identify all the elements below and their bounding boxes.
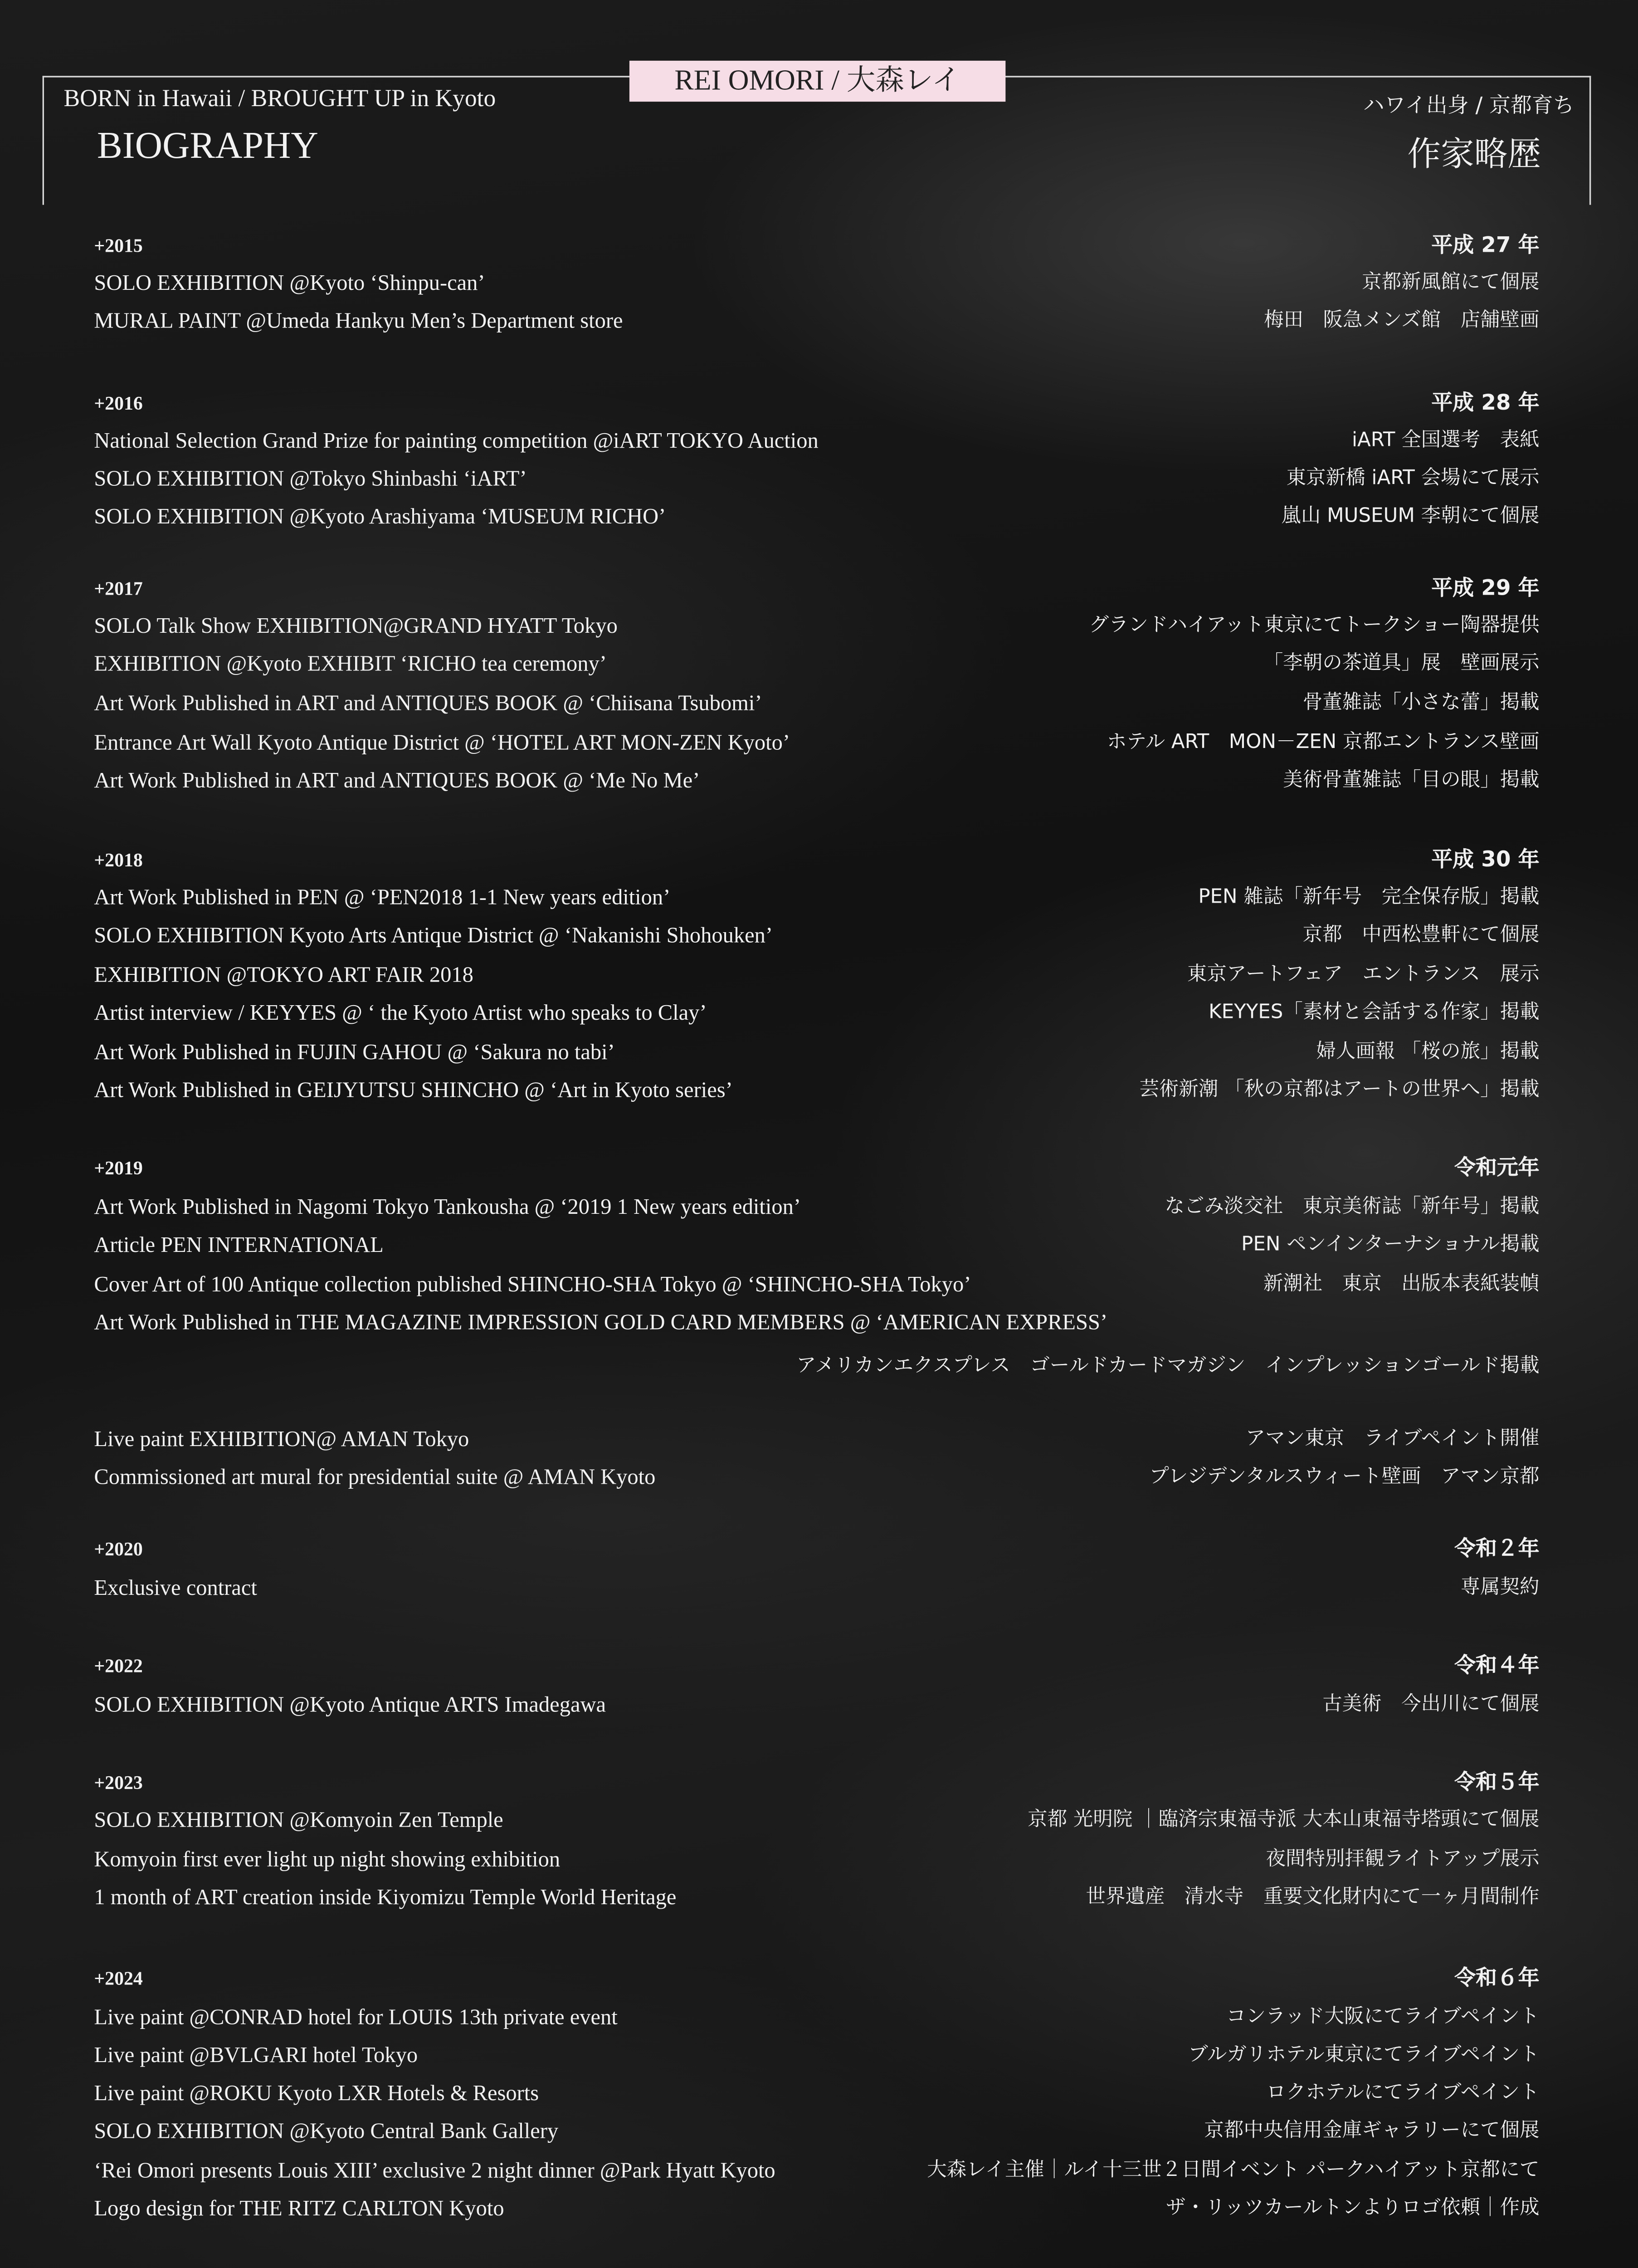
entry-japanese: なごみ淡交社 東京美術誌「新年号」掲載 bbox=[1165, 1196, 1540, 1219]
entry-english: SOLO EXHIBITION @Kyoto Arashiyama ‘MUSEUM RICHO’ bbox=[94, 505, 666, 530]
amex-entry-japanese: アメリカンエクスプレス ゴールドカードマガジン インプレッションゴールド掲載 bbox=[796, 1355, 1540, 1378]
entry-japanese: 京都 中西松豊軒にて個展 bbox=[1302, 924, 1540, 947]
entry-english: Article PEN INTERNATIONAL bbox=[94, 1233, 384, 1258]
era-year-label: 平成 30 年 bbox=[1431, 848, 1540, 873]
entry-english: Live paint @BVLGARI hotel Tokyo bbox=[94, 2043, 418, 2068]
origin-english: BORN in Hawaii / BROUGHT UP in Kyoto bbox=[63, 86, 496, 112]
entry-english: Art Work Published in PEN @ ‘PEN2018 1-1 New years edition’ bbox=[94, 886, 671, 911]
entry-japanese: 夜間特別拝観ライトアップ展示 bbox=[1266, 1848, 1540, 1871]
entry-english: Komyoin first ever light up night showing exhibition bbox=[94, 1848, 561, 1872]
year-heading-2020 bbox=[94, 1534, 1539, 1564]
entry-japanese: 嵐山 MUSEUM 李朝にて個展 bbox=[1281, 505, 1540, 528]
entry-english: SOLO EXHIBITION @Kyoto Antique ARTS Imadegawa bbox=[94, 1693, 606, 1718]
bio-entry bbox=[94, 2041, 1539, 2071]
entry-english: SOLO EXHIBITION @Komyoin Zen Temple bbox=[94, 1809, 503, 1833]
year-heading-2024 bbox=[94, 1964, 1539, 1994]
entry-english: Art Work Published in THE MAGAZINE IMPRESSION GOLD CARD MEMBERS @ ‘AMERICAN EXPRESS’ bbox=[94, 1311, 1108, 1335]
bio-entry bbox=[94, 2117, 1539, 2147]
era-year-label: 令和６年 bbox=[1454, 1966, 1540, 1991]
entry-japanese: PEN 雑誌「新年号 完全保存版」掲載 bbox=[1198, 886, 1540, 909]
year-label: +2018 bbox=[94, 850, 143, 871]
entry-japanese: 大森レイ主催｜ルイ十三世２日間イベント パークハイアット京都にて bbox=[927, 2159, 1540, 2182]
year-heading-2018 bbox=[94, 845, 1539, 875]
bio-entry bbox=[94, 921, 1539, 952]
bio-entry bbox=[94, 1806, 1539, 1836]
bio-entry bbox=[94, 464, 1539, 495]
entry-japanese: コンラッド大阪にてライブペイント bbox=[1226, 2006, 1540, 2029]
artist-name-badge: REI OMORI / 大森レイ bbox=[629, 61, 1005, 102]
entry-english: EXHIBITION @TOKYO ART FAIR 2018 bbox=[94, 963, 473, 988]
year-heading-2016 bbox=[94, 388, 1539, 419]
entry-english: Art Work Published in FUJIN GAHOU @ ‘Sakura no tabi’ bbox=[94, 1041, 615, 1066]
era-year-label: 平成 29 年 bbox=[1431, 577, 1540, 601]
entry-english: SOLO EXHIBITION @Kyoto ‘Shinpu-can’ bbox=[94, 271, 485, 296]
era-year-label: 平成 27 年 bbox=[1431, 234, 1540, 258]
entry-english: Entrance Art Wall Kyoto Antique District @ ‘HOTEL ART MON-ZEN Kyoto’ bbox=[94, 731, 790, 756]
bio-entry bbox=[94, 2079, 1539, 2109]
bio-entry bbox=[94, 1308, 1539, 1339]
entry-english: Commissioned art mural for presidential suite @ AMAN Kyoto bbox=[94, 1466, 656, 1490]
bio-entry bbox=[94, 2003, 1539, 2033]
entry-english: SOLO Talk Show EXHIBITION@GRAND HYATT Tokyo bbox=[94, 614, 618, 639]
origin-japanese: ハワイ出身 / 京都育ち bbox=[1363, 94, 1575, 118]
bio-entry bbox=[94, 650, 1539, 680]
entry-japanese: 美術骨董雑誌「目の眼」掲載 bbox=[1283, 769, 1540, 792]
bio-entry bbox=[94, 1076, 1539, 1106]
entry-english: Art Work Published in GEIJYUTSU SHINCHO @ ‘Art in Kyoto series’ bbox=[94, 1079, 733, 1103]
entry-english: Artist interview / KEYYES @ ‘ the Kyoto Artist who speaks to Clay’ bbox=[94, 1001, 707, 1026]
entry-japanese: 婦人画報 「桜の旅」掲載 bbox=[1316, 1041, 1540, 1064]
bio-entry bbox=[94, 1270, 1539, 1300]
entry-japanese: ザ・リッツカールトンよりロゴ依頼｜作成 bbox=[1166, 2197, 1540, 2220]
entry-japanese: ホテル ART MON－ZEN 京都エントランス壁画 bbox=[1107, 731, 1540, 754]
era-year-label: 令和４年 bbox=[1454, 1654, 1540, 1678]
entry-english: 1 month of ART creation inside Kiyomizu Temple World Heritage bbox=[94, 1886, 677, 1911]
entry-english: EXHIBITION @Kyoto EXHIBIT ‘RICHO tea ceremony’ bbox=[94, 652, 607, 677]
era-year-label: 平成 28 年 bbox=[1431, 391, 1540, 416]
entry-japanese: 京都 光明院 ｜臨済宗東福寺派 大本山東福寺塔頭にて個展 bbox=[1028, 1809, 1540, 1832]
entry-english: Art Work Published in Nagomi Tokyo Tankousha @ ‘2019 1 New years edition’ bbox=[94, 1196, 801, 1220]
era-year-label: 令和２年 bbox=[1454, 1537, 1540, 1562]
bio-entry bbox=[94, 961, 1539, 991]
bio-entry bbox=[94, 502, 1539, 533]
entry-japanese: 京都新風館にて個展 bbox=[1362, 271, 1540, 294]
entry-english: MURAL PAINT @Umeda Hankyu Men’s Department store bbox=[94, 309, 623, 334]
bio-entry bbox=[94, 1883, 1539, 1913]
entry-japanese: 梅田 阪急メンズ館 店舗壁画 bbox=[1264, 309, 1540, 332]
entry-english: Logo design for THE RITZ CARLTON Kyoto bbox=[94, 2197, 504, 2222]
entry-japanese: 世界遺産 清水寺 重要文化財内にて一ヶ月間制作 bbox=[1086, 1886, 1540, 1909]
entry-japanese: ブルガリホテル東京にてライブペイント bbox=[1188, 2043, 1540, 2067]
bio-entry bbox=[94, 998, 1539, 1029]
bio-entry bbox=[94, 1038, 1539, 1068]
bio-entry bbox=[94, 2156, 1539, 2187]
entry-english: Live paint @ROKU Kyoto LXR Hotels & Resorts bbox=[94, 2082, 539, 2107]
bio-entry bbox=[94, 728, 1539, 759]
entry-japanese: 京都中央信用金庫ギャラリーにて個展 bbox=[1204, 2120, 1540, 2143]
entry-japanese: 専属契約 bbox=[1460, 1576, 1540, 1599]
biography-title: BIOGRAPHY bbox=[97, 126, 318, 167]
bio-entry bbox=[94, 1463, 1539, 1493]
year-label: +2016 bbox=[94, 393, 143, 415]
entry-english: SOLO EXHIBITION Kyoto Arts Antique District @ ‘Nakanishi Shohouken’ bbox=[94, 924, 773, 948]
bio-entry bbox=[94, 307, 1539, 337]
bio-entry bbox=[94, 766, 1539, 797]
entry-english: SOLO EXHIBITION @Tokyo Shinbashi ‘iART’ bbox=[94, 467, 527, 492]
entry-english: SOLO EXHIBITION @Kyoto Central Bank Gallery bbox=[94, 2120, 559, 2144]
bio-entry bbox=[94, 1574, 1539, 1604]
era-year-label: 令和５年 bbox=[1454, 1770, 1540, 1795]
year-label: +2015 bbox=[94, 235, 143, 257]
entry-japanese: 新潮社 東京 出版本表紙装幀 bbox=[1263, 1273, 1540, 1296]
bio-entry bbox=[94, 1193, 1539, 1223]
bio-entry bbox=[94, 1231, 1539, 1261]
entry-english: National Selection Grand Prize for painting competition @iART TOKYO Auction bbox=[94, 429, 819, 454]
bio-entry bbox=[94, 2194, 1539, 2224]
year-label: +2020 bbox=[94, 1539, 143, 1560]
entry-japanese: ロクホテルにてライブペイント bbox=[1266, 2082, 1540, 2105]
entry-japanese: 「李朝の茶道具」展 壁画展示 bbox=[1263, 652, 1540, 675]
entry-japanese: 東京アートフェア エントランス 展示 bbox=[1187, 963, 1540, 987]
year-label: +2019 bbox=[94, 1158, 143, 1179]
year-heading-2023 bbox=[94, 1768, 1539, 1798]
entry-english: Art Work Published in ART and ANTIQUES BOOK @ ‘Chiisana Tsubomi’ bbox=[94, 692, 762, 716]
year-label: +2022 bbox=[94, 1655, 143, 1677]
entry-japanese: 東京新橋 iART 会場にて展示 bbox=[1286, 467, 1540, 490]
year-label: +2024 bbox=[94, 1968, 143, 1989]
entry-japanese: アマン東京 ライブペイント開催 bbox=[1245, 1427, 1540, 1451]
bio-entry bbox=[94, 269, 1539, 299]
entry-english: Exclusive contract bbox=[94, 1576, 257, 1601]
bio-entry bbox=[94, 1845, 1539, 1876]
bio-entry bbox=[94, 611, 1539, 642]
entry-japanese: KEYYES「素材と会話する作家」掲載 bbox=[1209, 1001, 1540, 1025]
year-label: +2017 bbox=[94, 578, 143, 600]
entry-english: Art Work Published in ART and ANTIQUES BOOK @ ‘Me No Me’ bbox=[94, 769, 700, 794]
entry-japanese: グランドハイアット東京にてトークショー陶器提供 bbox=[1089, 614, 1540, 637]
bio-entry bbox=[94, 689, 1539, 719]
era-year-label: 令和元年 bbox=[1454, 1156, 1540, 1181]
entry-japanese: 芸術新潮 「秋の京都はアートの世界へ」掲載 bbox=[1139, 1079, 1540, 1102]
entry-japanese: iART 全国選考 表紙 bbox=[1351, 429, 1540, 452]
entry-japanese: PEN ペンインターナショナル掲載 bbox=[1241, 1233, 1540, 1256]
bio-entry bbox=[94, 1425, 1539, 1455]
biography-title-japanese: 作家略歴 bbox=[1407, 137, 1541, 175]
year-heading-2022 bbox=[94, 1651, 1539, 1681]
entry-english: Live paint EXHIBITION@ AMAN Tokyo bbox=[94, 1427, 469, 1452]
year-heading-2019 bbox=[94, 1153, 1539, 1183]
year-label: +2023 bbox=[94, 1772, 143, 1794]
bio-entry bbox=[94, 883, 1539, 914]
entry-japanese: プレジデンタルスウィート壁画 アマン京都 bbox=[1149, 1466, 1540, 1489]
entry-japanese: 骨董雑誌「小さな蕾」掲載 bbox=[1302, 692, 1540, 715]
bio-entry bbox=[94, 1691, 1539, 1721]
year-heading-2017 bbox=[94, 573, 1539, 604]
bio-entry bbox=[94, 426, 1539, 457]
entry-english: Live paint @CONRAD hotel for LOUIS 13th private event bbox=[94, 2006, 618, 2030]
entry-english: ‘Rei Omori presents Louis XIII’ exclusive 2 night dinner @Park Hyatt Kyoto bbox=[94, 2159, 775, 2184]
entry-english: Cover Art of 100 Antique collection published SHINCHO-SHA Tokyo @ ‘SHINCHO-SHA Tokyo’ bbox=[94, 1273, 971, 1298]
entry-japanese: 古美術 今出川にて個展 bbox=[1322, 1693, 1540, 1716]
year-heading-2015 bbox=[94, 230, 1539, 261]
